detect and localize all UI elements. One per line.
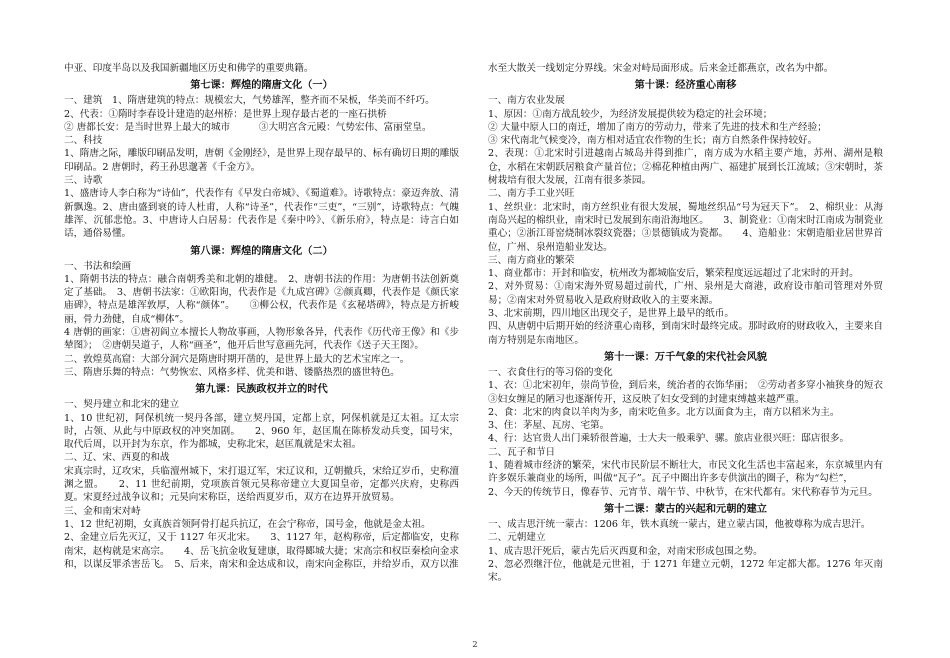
paragraph: 一、南方农业发展	[488, 95, 565, 107]
paragraph: 3、北宋前期，四川地区出现交子，是世界上最早的纸币。	[488, 308, 734, 320]
paragraph: 四、从唐朝中后期开始的经济重心南移，到南宋时最终完成。那时政府的财政收入，主要来自南方特别是东南地区。	[488, 321, 883, 346]
paragraph: 二、元朝建立	[488, 532, 546, 544]
paragraph: 4 唐朝的画家：①唐初阎立本擅长人物故事画，人物形象各异，代表作《历代帝王像》和《步辇图》； ②唐朝吴道子，人称“画圣”，他开后世写意画先河，代表作《送子天王图》。	[64, 327, 459, 352]
left-column	[64, 62, 459, 571]
paragraph: 2、食：北宋的肉食以羊肉为多，南宋吃鱼多。北方以面食为主，南方以稻米为主。	[488, 406, 840, 418]
lesson-heading: 第九课：民族政权并立的时代	[195, 383, 328, 396]
paragraph: 三、隋唐乐舞的特点：气势恢宏、风格多样、优美和谐、镂骼热烈的盛世特色。	[64, 366, 400, 378]
paragraph: 3、住：茅屋、瓦房、宅第。	[488, 420, 610, 432]
paragraph: 1、丝织业：北宋时，南方丝织业有很大发展，蜀地丝织品“号为冠天下”。 2、棉织业：从海南岛兴起的棉织业，南宋时已发展到东南沿海地区。 3、制瓷业：①南宋时江南成为制瓷业重心；②浙江哥窑烧制冰裂纹瓷器；③景德镇成为瓷都。 4、造船业：宋朝造船业居世界首位，广州、泉州造船业发达。	[488, 201, 883, 253]
paragraph: 1、隋朝书法的特点：融合南朝秀美和北朝的雄健。 2、唐朝书法的作用：为唐朝书法创新奠定了基础。 3、唐朝书法家：①欧阳询，代表作是《九成宫碑》②颜真卿，代表作是《颜氏家庙碑》，特点是雄浑敦厚，人称“颜体”。 ③柳公权，代表作是《玄秘塔碑》，特点是方折峻丽，骨力劲健，自成“柳体”。	[64, 273, 459, 325]
page-number: 2	[472, 640, 478, 650]
paragraph: 1、隋唐之际，雕版印刷品发明，唐朝《金刚经》，是世界上现存最早的、标有确切日期的雕版印刷品。2 唐朝时，药王孙思邈著《千金方》。	[64, 148, 459, 173]
lesson-heading: 第七课：辉煌的隋唐文化（一）	[190, 79, 333, 92]
paragraph: 2、今天的传统节日，像春节、元宵节、端午节、中秋节，在宋代都有。宋代称春节为元旦。	[488, 486, 878, 498]
paragraph: 二、辽、宋、西夏的和战	[64, 452, 170, 464]
paragraph: ② 唐都长安：是当时世界上最大的城市 ③大明宫含元殿：气势宏伟、富丽堂皇。	[64, 121, 432, 133]
paragraph: 一、契丹建立和北宋的建立	[64, 399, 180, 411]
paragraph: 1、10 世纪初，阿保机统一契丹各部，建立契丹国，定都上京，阿保机就是辽太祖。辽太宗时，占领、从此与中原政权的冲突加剧。 2、960 年，赵匡胤在陈桥发动兵变，国号宋，取代后周，以开封为东京，作为都城，史称北宋，赵匡胤就是宋太祖。	[64, 412, 459, 451]
paragraph: 1、原因：①南方战乱较少，为经济发展提供较为稳定的社会环境；	[488, 108, 773, 120]
lesson-heading: 第十一课：万千气象的宋代社会风貌	[604, 350, 767, 363]
paragraph: 1、商业都市：开封和临安，杭州改为都城临安后，繁荣程度远远超过了北宋时的开封。	[488, 268, 859, 280]
lesson-heading: 第十二课：蒙古的兴起和元朝的建立	[604, 502, 767, 515]
right-column	[488, 62, 893, 584]
paragraph: 2、对外贸易：①南宋海外贸易超过前代，广州、泉州是大商港，政府设市舶司管理对外贸易；②南宋对外贸易收入是政府财政收入的主要来源。	[488, 281, 883, 306]
paragraph: 三、金和南宋对峙	[64, 505, 141, 517]
paragraph: 中亚、印度半岛以及我国新疆地区历史和佛学的重要典籍。	[64, 63, 314, 74]
paragraph: 1、12 世纪初期，女真族首领阿骨打起兵抗辽，在会宁称帝，国号金，他就是金太祖。	[64, 518, 431, 530]
paragraph: 1、盛唐诗人李白称为“诗仙”，代表作有《早发白帝城》、《蜀道难》。诗歌特点：豪迈奔放、清新飘逸。2、唐由盛到衰的诗人杜甫，人称“诗圣”，代表作“三吏”，“三别”，诗歌特点：气魄雄浑、沉郁悲怆。3、中唐诗人白居易：代表作是《秦中吟》、《新乐府》，特点是：诗言白如话，通俗易懂。	[64, 188, 459, 240]
paragraph: 二、敦煌莫高窟：大部分洞穴是隋唐时期开凿的，是世界上最大的艺术宝库之一。	[64, 353, 410, 365]
paragraph: 二、瓦子和节日	[488, 446, 556, 458]
paragraph: 三、诗歌	[64, 175, 103, 187]
paragraph: 一、书法和绘画	[64, 260, 132, 272]
paragraph: 三、南方商业的繁荣	[488, 254, 575, 266]
paragraph: ③ 宋代南北气候变冷，南方相对适宜农作物的生长；南方自然条件保持较好。	[488, 135, 818, 147]
paragraph: 4、行：达官贵人出门乘轿很普遍，士大夫一般乘驴、骡。旅店业很兴旺：邸店很多。	[488, 433, 850, 445]
paragraph: 2、表现：①北宋时引进越南占城岛并得到推广，南方成为水稻主要产地，苏州、湖州是粮仓，水稻在宋朝跃居粮食产量首位；②棉花种植由两广、福建扩展到长江流域；③宋朝时，茶树栽培有很大发展，江南有很多茶园。	[488, 148, 883, 187]
paragraph: 2、金建立后先灭辽，又于 1127 年灭北宋。 3、1127 年，赵构称帝，后定都临安，史称南宋，赵构就是宋高宗。 4、岳飞抗金收复建康，取得郾城大捷；宋高宗和权臣秦桧向金求和，以谋反罪杀害岳飞。 5、后来，南宋和金达成和议，南宋向金称臣，并给岁币，双方以淮	[64, 532, 459, 570]
paragraph: 1、衣：①北宋初年，崇尚节俭，到后来，统治者的衣饰华丽； ②劳动者多穿小袖狭身的短衣 ③妇女缠足的陋习也逐渐传开，这反映了妇女受到的封建束缚越来越严重。	[488, 380, 893, 405]
paragraph: 宋真宗时，辽攻宋，兵临澶州城下，宋打退辽军，宋辽议和，辽朝撤兵，宋给辽岁币，史称澶渊之盟。 2、11 世纪前期，党项族首领元昊称帝建立大夏国皇帝，定都兴庆府，史称西夏。宋夏经过战争议和；元昊向宋称臣，送给西夏岁币，双方在边界开放贸易。	[64, 465, 459, 504]
paragraph: 2、代表：①隋时李春设计建造的赵州桥：是世界上现存最古老的一座石拱桥	[64, 108, 387, 120]
paragraph: 1、成吉思汗死后，蒙古先后灭西夏和金，对南宋形成包围之势。	[488, 545, 763, 557]
lesson-heading: 第十课：经济重心南移	[634, 79, 737, 92]
paragraph: 一、成吉思汗统一蒙古：1206 年，铁木真统一蒙古，建立蒙古国，他被尊称为成吉思汗。	[488, 518, 871, 530]
paragraph: 一、建筑 1、隋唐建筑的特点：规模宏大，气势雄浑，整齐而不呆板，华美而不纤巧。	[64, 95, 435, 107]
paragraph: 二、南方手工业兴旺	[488, 188, 575, 200]
paragraph: 1、随着城市经济的繁荣，宋代市民阶层不断壮大，市民文化生活也丰富起来，东京城里内有许多娱乐兼商业的场所，叫做“瓦子”。瓦子中圈出许多专供演出的圈子，称为“勾栏”，	[488, 460, 883, 485]
paragraph: 二、科技	[64, 135, 103, 147]
paragraph: 一、衣食住行的等习俗的变化	[488, 366, 613, 378]
paragraph: 水至大散关一线划定分界线。宋金对峙局面形成。后来金迁都燕京，改名为中都。	[488, 63, 834, 74]
lesson-heading: 第八课：辉煌的隋唐文化（二）	[190, 244, 333, 257]
paragraph: 2、忽必烈继汗位，他就是元世祖，于 1271 年建立元朝，1272 年定都大都。1276 年灭南宋。	[488, 558, 883, 584]
paragraph: ② 大量中原人口的南迁，增加了南方的劳动力，带来了先进的技术和生产经验；	[488, 121, 827, 133]
